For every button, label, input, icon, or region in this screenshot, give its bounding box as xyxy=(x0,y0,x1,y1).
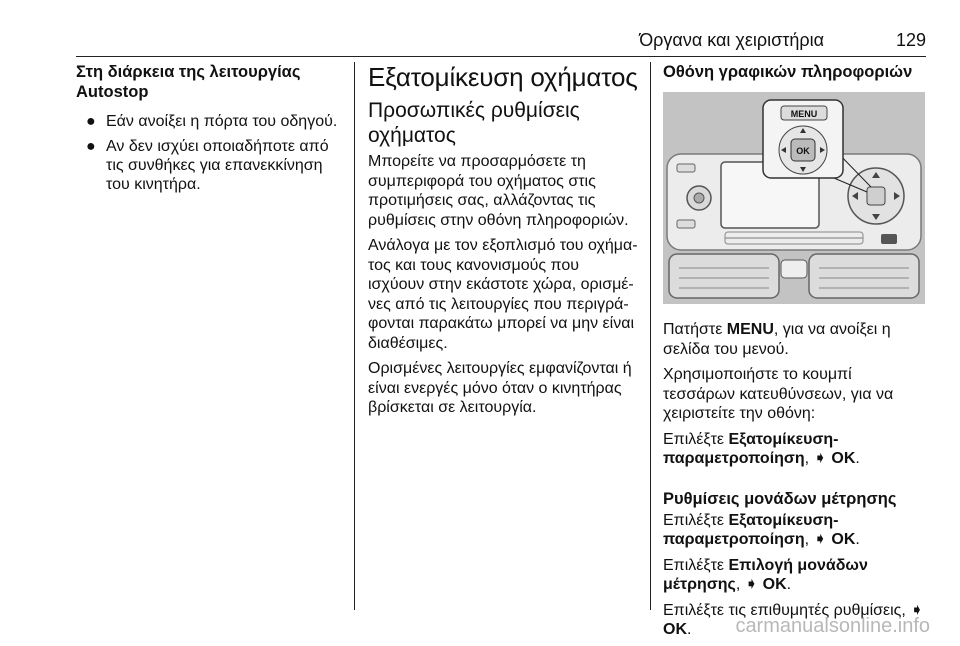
chapter-title: Εξατομίκευση οχήματος xyxy=(368,62,638,92)
ok-key-label: OK xyxy=(796,146,810,156)
bullet-icon: ● xyxy=(86,138,96,155)
paragraph: Επιλέξτε τις επιθυμητές ρυθμίσεις, ➧ OK. xyxy=(663,601,924,638)
arrow-icon: ➧ xyxy=(813,531,827,548)
paragraph: Επιλέξτε Εξατομίκευση-παραμετροποίηση, ➧ OK. xyxy=(663,511,860,548)
list-item: ● Εάν ανοίξει η πόρτα του οδηγού. xyxy=(86,113,338,130)
autostop-heading: Στη διάρκεια της λειτουργίας Autostop xyxy=(76,63,301,101)
paragraph: Μπορείτε να προσαρμόσετε τη συμπεριφορά του οχήματος στις προτιμήσεις σας, αλλάζοντας τις ρυθμίσεις στην οθόνη πληροφοριών. xyxy=(368,153,629,229)
menu-key-label: MENU xyxy=(790,109,818,119)
arrow-icon: ➧ xyxy=(910,601,924,619)
arrow-icon: ➧ xyxy=(744,576,759,593)
column-divider xyxy=(650,62,651,610)
section-title: Όργανα και χειριστήρια xyxy=(639,30,824,50)
column-left xyxy=(76,62,344,200)
column-divider xyxy=(354,62,355,610)
page-header xyxy=(76,30,926,57)
list-item: ● Αν δεν ισχύει οποιαδήποτε από τις συνθήκες για επανεκκίνηση του κινητήρα. xyxy=(86,138,329,193)
display-heading: Οθόνη γραφικών πληροφοριών xyxy=(663,63,913,81)
paragraph: Επιλέξτε Επιλογή μονάδων μέτρησης, ➧ OK. xyxy=(663,556,868,593)
autostop-list xyxy=(76,112,344,194)
paragraph: Πατήστε MENU, για να ανοίξει η σελίδα του μενού. xyxy=(663,321,891,358)
page-number: 129 xyxy=(895,30,926,50)
paragraph: Ανάλογα με τον εξοπλισμό του οχήματος και τους κανονισμούς που ισχύουν στην εκάστοτε χώρα, ορισμένες από τις λειτουργίες που περιγράφονται παρακάτω μπορεί να μην είναι διαθέσιμες. xyxy=(368,237,638,352)
units-heading: Ρυθμίσεις μονάδων μέτρησης xyxy=(663,489,897,508)
paragraph: Επιλέξτε Εξατομίκευση-παραμετροποίηση, ➧ OK. xyxy=(663,430,860,467)
dashboard-drawing xyxy=(663,92,925,304)
section-subtitle: Προσωπικές ρυθμίσεις οχήματος xyxy=(368,99,580,147)
column-middle xyxy=(368,62,638,424)
paragraph: Χρησιμοποιήστε το κουμπί τεσσάρων κατευθύνσεων, για να χειριστείτε την οθόνη: xyxy=(663,366,894,422)
watermark: carmanualsonline.info xyxy=(735,615,930,637)
column-right xyxy=(663,62,928,646)
paragraph: Ορισμένες λειτουργίες εμφανίζονται ή είναι ενεργές μόνο όταν ο κινητήρας βρίσκεται σε λειτουργία. xyxy=(368,360,632,416)
dashboard-illustration xyxy=(663,92,925,304)
arrow-icon: ➧ xyxy=(813,450,827,467)
bullet-icon: ● xyxy=(86,113,96,130)
